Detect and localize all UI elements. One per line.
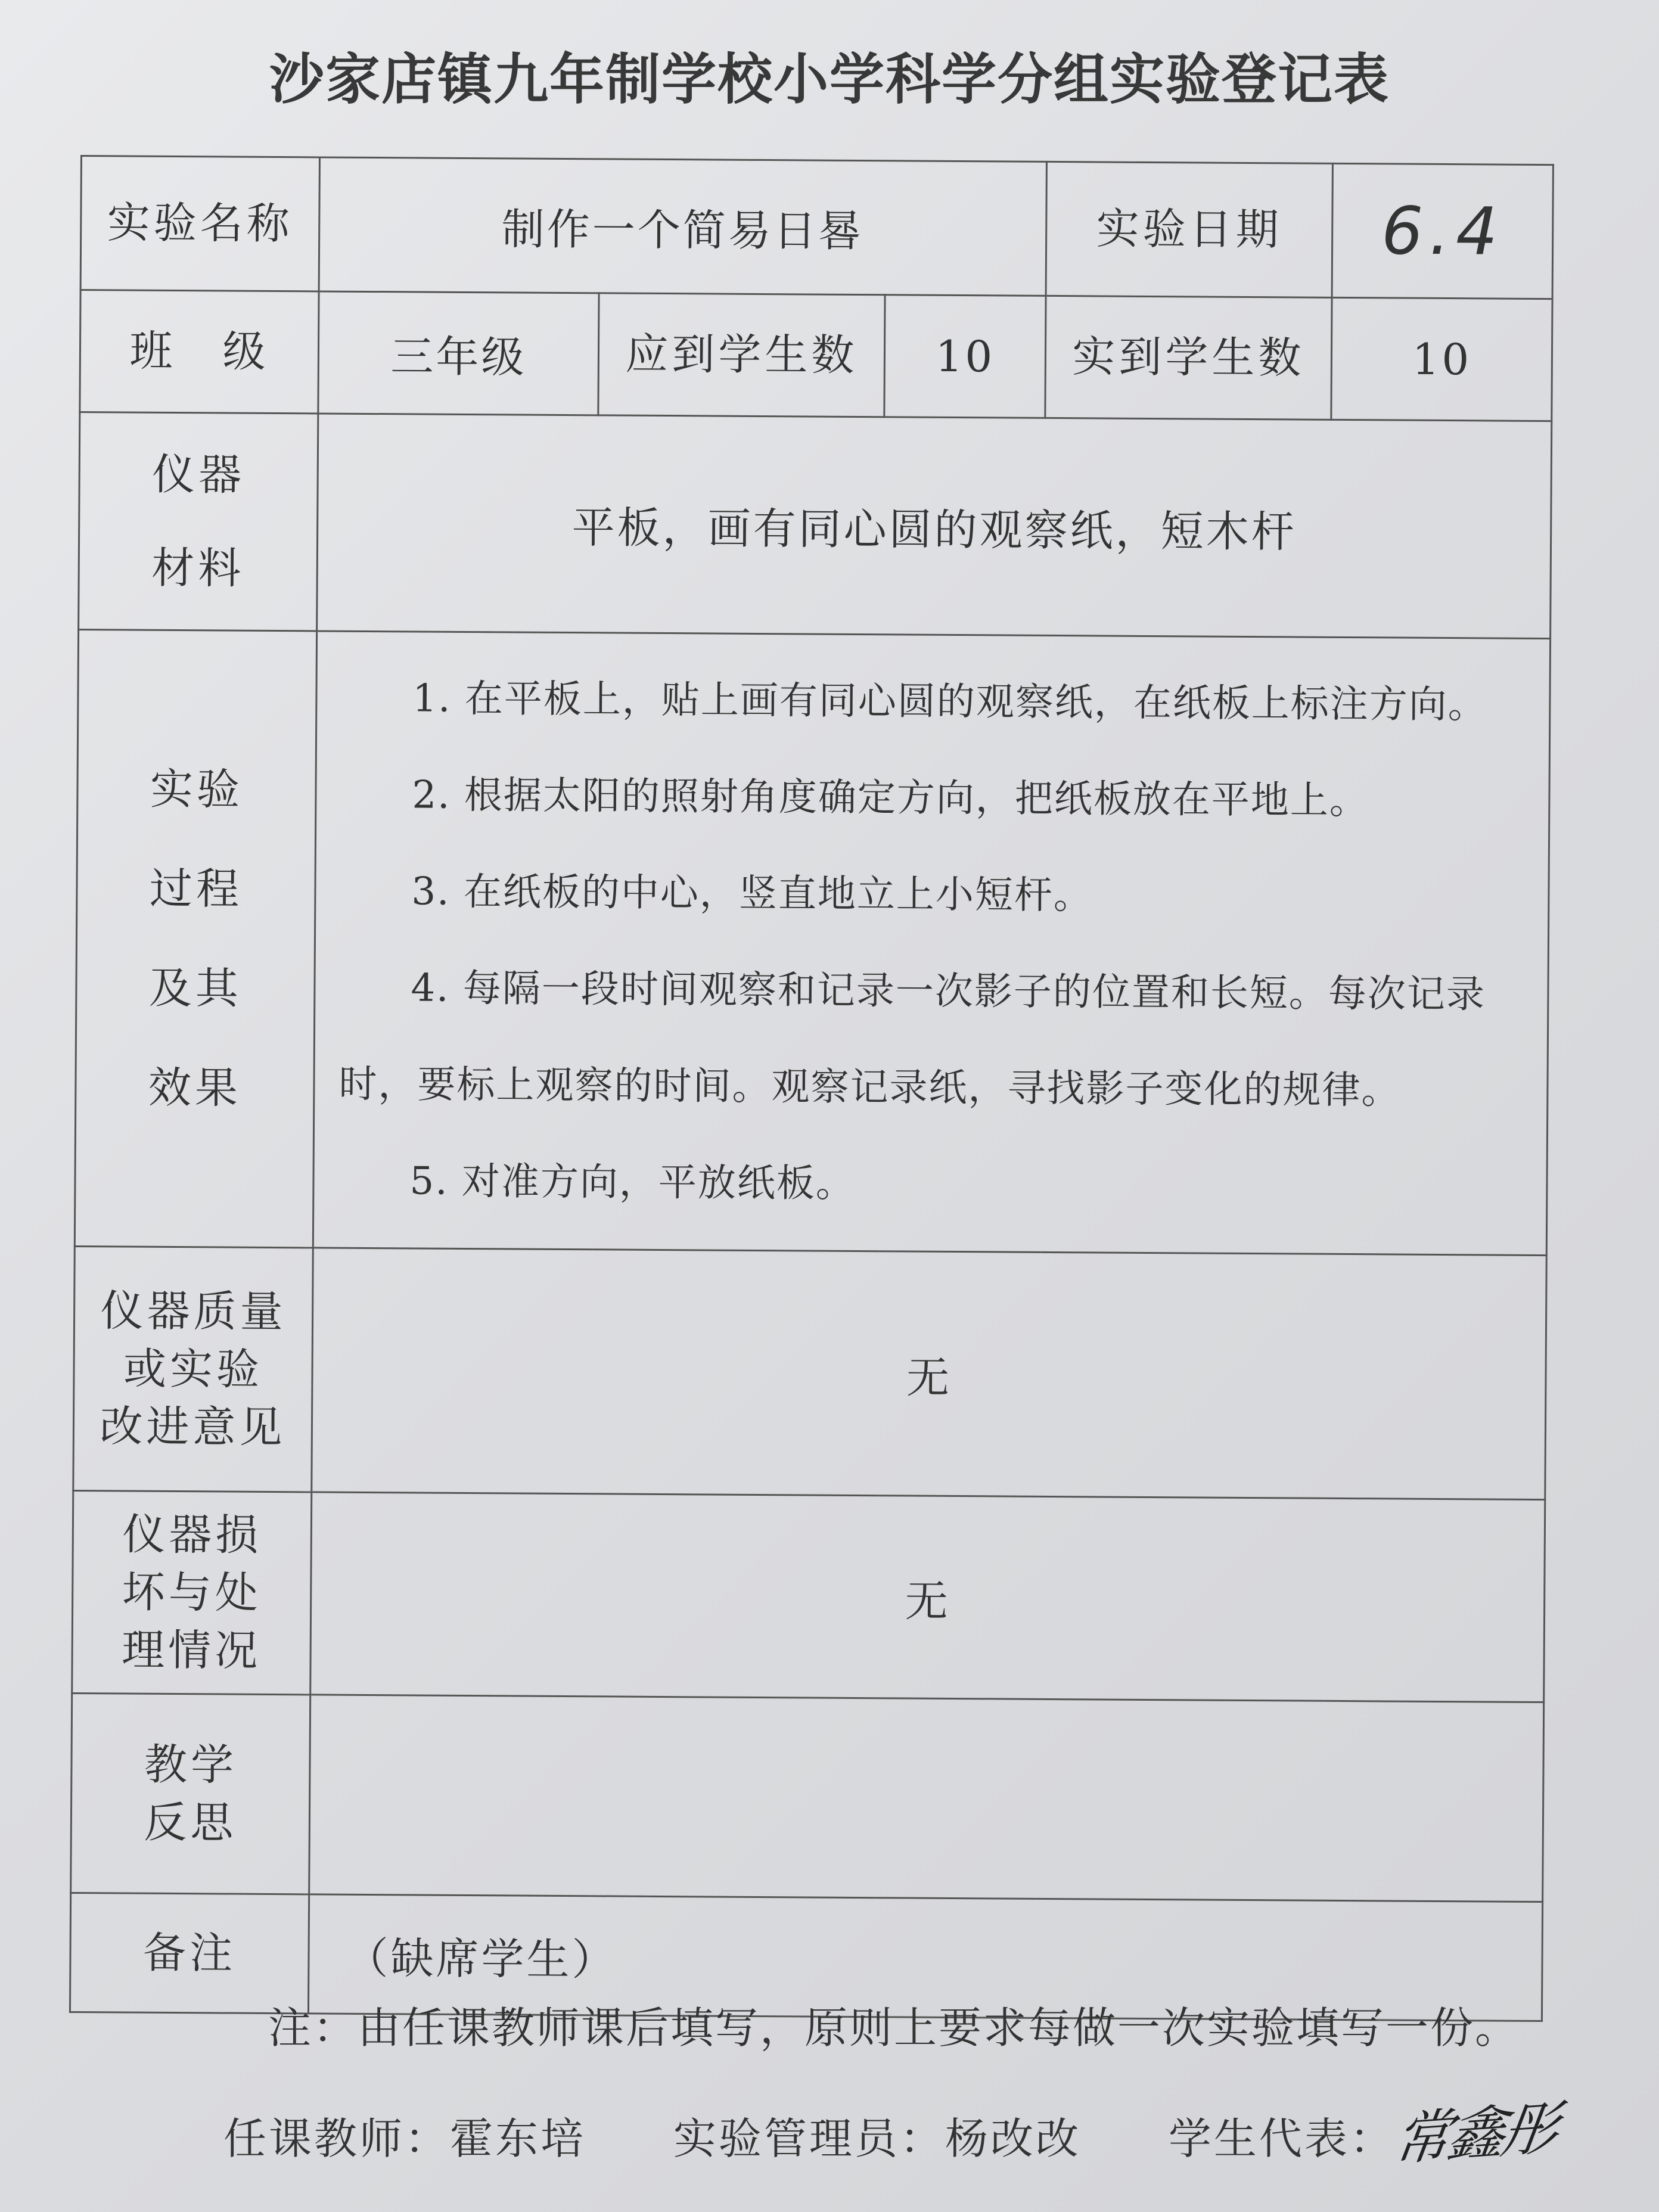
materials-label-line1: 仪器 [151, 449, 246, 500]
row-reflection [71, 1693, 1544, 1902]
teacher-signature [223, 2114, 602, 2164]
process-step: 4. 每隔一段时间观察和记录一次影子的位置和长短。每次记录 [411, 966, 1486, 1017]
remarks-label: 备注 [70, 1893, 309, 2013]
row-materials [79, 412, 1552, 639]
student-signature [1168, 2094, 1560, 2174]
expected-students-label: 应到学生数 [598, 293, 885, 417]
row-experiment-name [80, 156, 1553, 299]
teacher-label: 任课教师： [223, 2114, 451, 2164]
process-label-line: 实验 [150, 763, 244, 815]
reflection-label-line: 教学 [144, 1739, 238, 1790]
student-label: 学生代表： [1168, 2114, 1395, 2164]
process-step: 1. 在平板上，贴上画有同心圆的观察纸，在纸板上标注方向。 [412, 676, 1488, 728]
reflection-label [71, 1693, 310, 1894]
row-quality [73, 1246, 1546, 1499]
reflection-label-line: 反思 [144, 1797, 237, 1848]
process-label-line: 效果 [148, 1062, 242, 1113]
admin-signature [673, 2114, 1097, 2164]
row-damage [72, 1490, 1545, 1702]
materials-value[interactable]: 平板，画有同心圆的观察纸，短木杆 [317, 414, 1552, 639]
actual-students-label: 实到学生数 [1045, 296, 1332, 420]
form-title: 沙家店镇九年制学校小学科学分组实验登记表 [269, 48, 1390, 111]
reflection-value[interactable] [309, 1695, 1544, 1902]
process-label-line: 及其 [148, 962, 243, 1014]
quality-value[interactable]: 无 [312, 1248, 1546, 1500]
remarks-value[interactable]: （缺席学生） [308, 1894, 1542, 2021]
row-process [74, 629, 1550, 1255]
experiment-date-value[interactable]: 6.4 [1332, 163, 1553, 299]
process-step: 5. 对准方向，平放纸板。 [409, 1159, 856, 1206]
class-label: 班 级 [80, 290, 319, 414]
process-steps[interactable] [313, 631, 1550, 1256]
process-step: 2. 根据太阳的照射角度确定方向，把纸板放在平地上。 [412, 773, 1369, 824]
form-footnote: 注：由任课教师课后填写，原则上要求每做一次实验填写一份。 [268, 2003, 1520, 2053]
damage-label-line: 理情况 [121, 1624, 262, 1676]
teacher-name[interactable]: 霍东培 [450, 2114, 586, 2164]
quality-label [73, 1246, 313, 1492]
damage-label-line: 仪器损 [122, 1509, 262, 1560]
actual-students-value[interactable]: 10 [1331, 297, 1552, 421]
row-class-info [80, 290, 1552, 421]
process-label [74, 629, 316, 1247]
materials-label-line2: 材料 [151, 542, 245, 594]
admin-label: 实验管理员： [673, 2114, 945, 2164]
signature-line [223, 2089, 1594, 2174]
materials-label [79, 412, 318, 631]
experiment-name-value[interactable]: 制作一个简易日晷 [319, 157, 1046, 296]
registration-table [69, 155, 1554, 2022]
experiment-name-label: 实验名称 [80, 156, 319, 291]
damage-label-line: 坏与处 [122, 1567, 262, 1618]
expected-students-value[interactable]: 10 [884, 295, 1046, 418]
student-name-handwritten[interactable]: 常鑫彤 [1390, 2094, 1560, 2174]
damage-label [72, 1490, 312, 1694]
quality-label-line: 仪器质量 [100, 1285, 287, 1337]
class-value[interactable]: 三年级 [318, 291, 599, 415]
admin-name[interactable]: 杨改改 [945, 2114, 1081, 2164]
damage-value[interactable]: 无 [310, 1492, 1545, 1703]
quality-label-line: 改进意见 [100, 1401, 286, 1453]
process-step: 时，要标上观察的时间。观察记录纸，寻找影子变化的规律。 [338, 1062, 1401, 1113]
quality-label-line: 或实验 [123, 1343, 263, 1394]
experiment-date-label: 实验日期 [1046, 161, 1332, 297]
process-label-line: 过程 [149, 863, 243, 914]
process-step: 3. 在纸板的中心，竖直地立上小短杆。 [411, 869, 1093, 918]
